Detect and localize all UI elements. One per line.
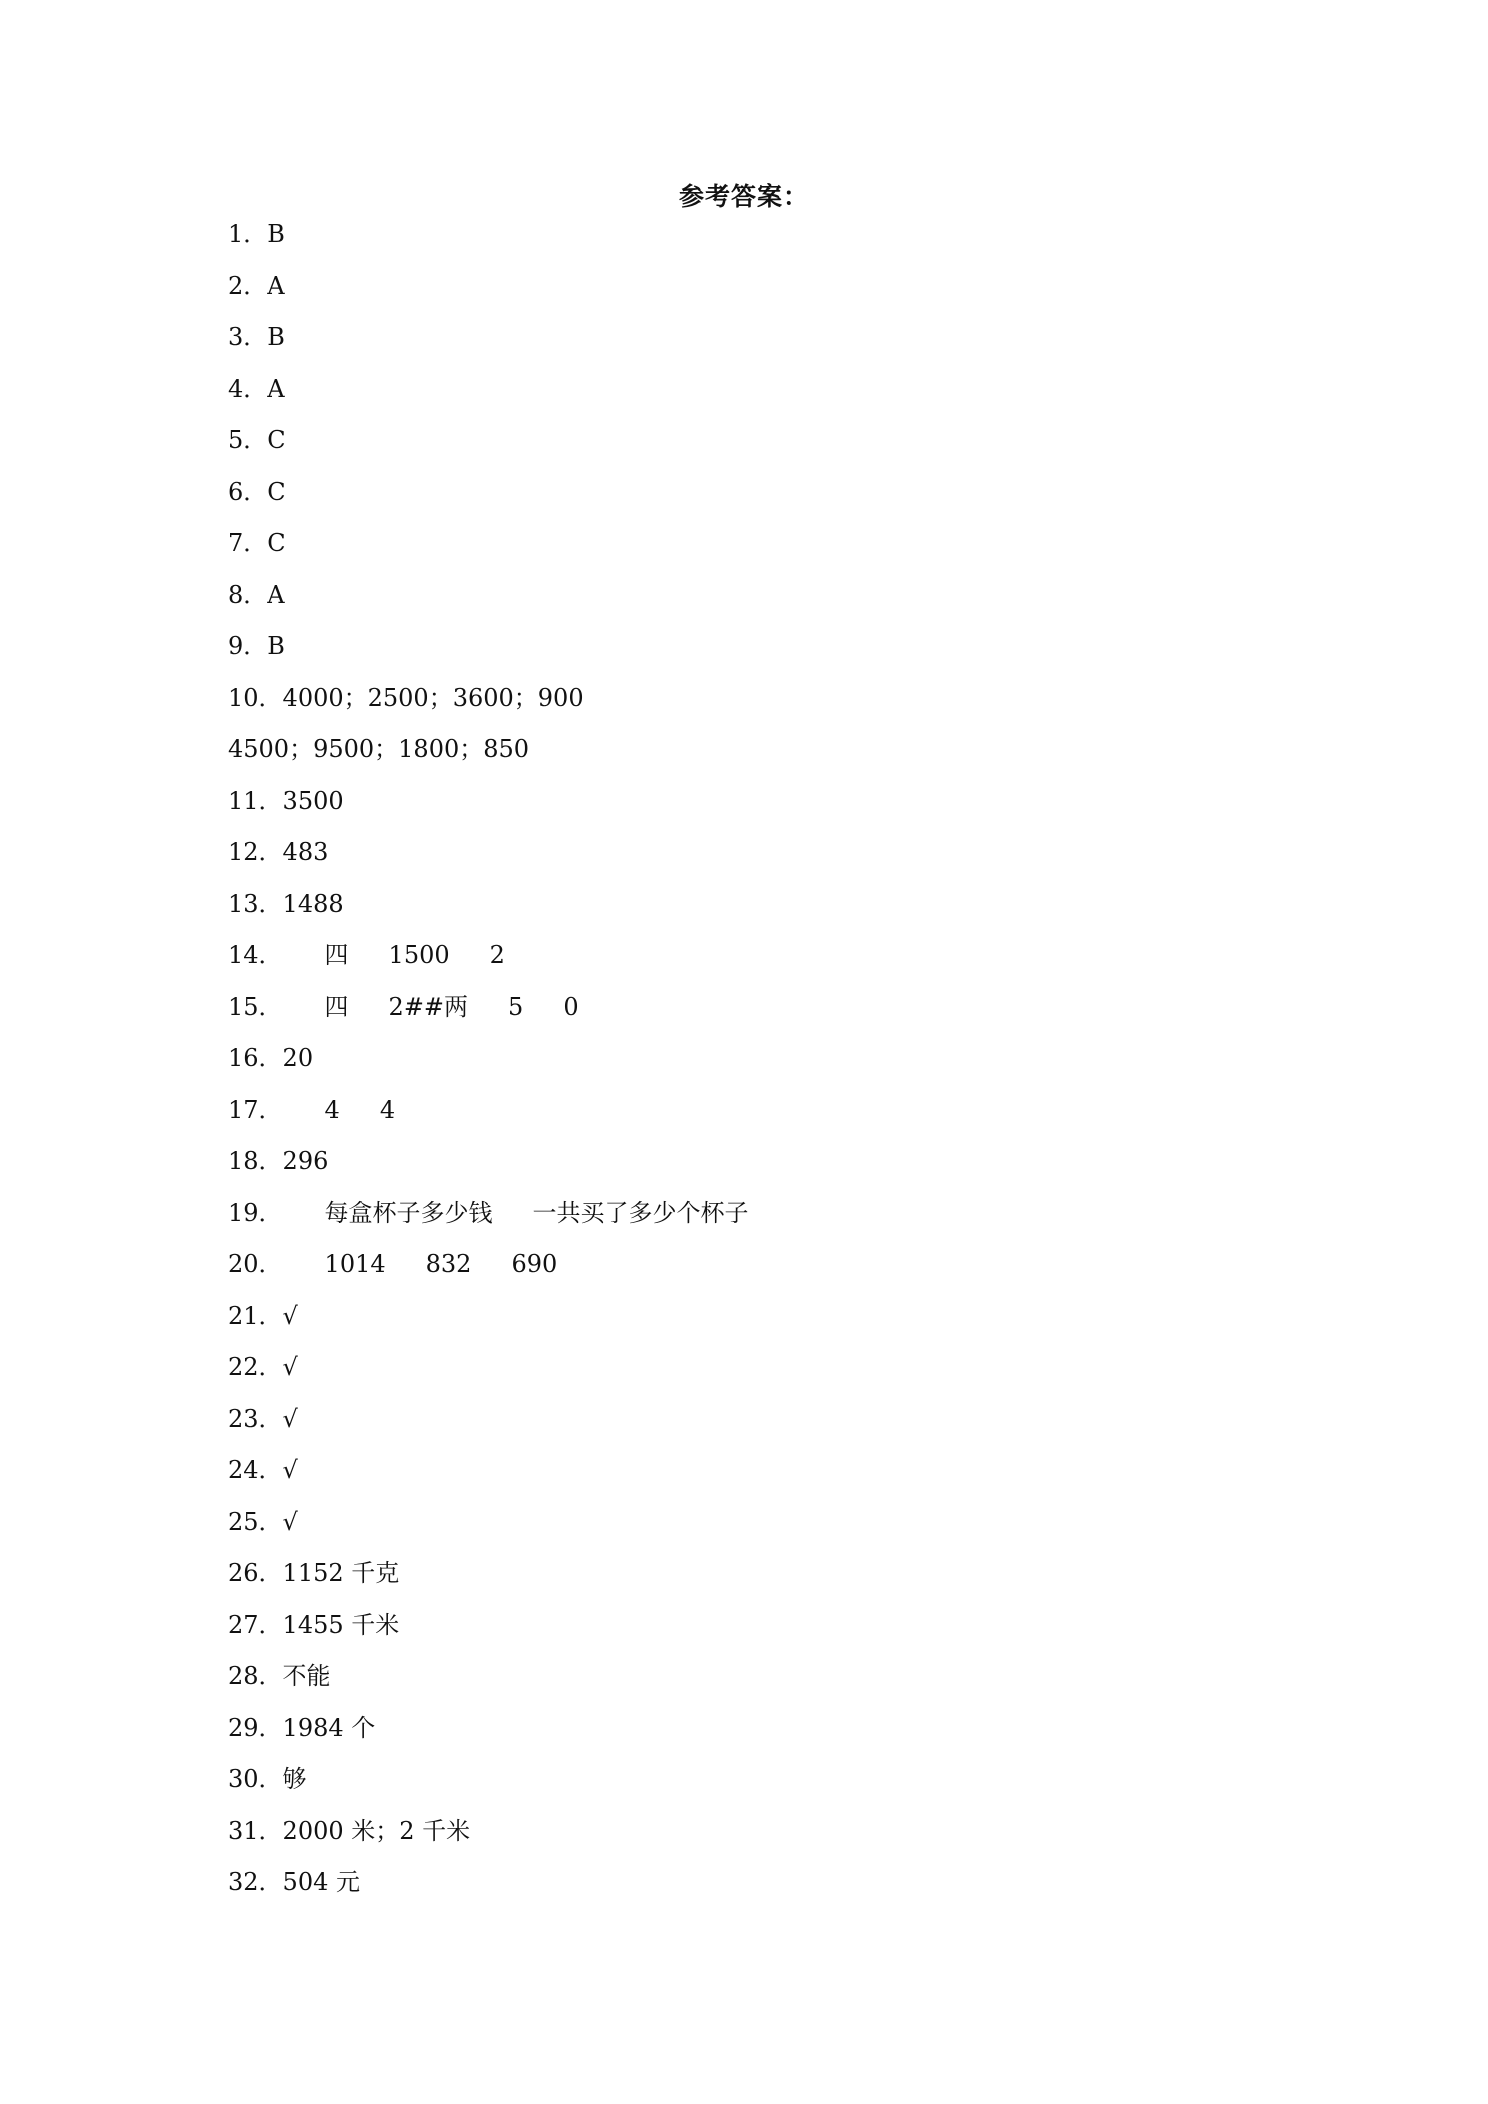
answer-item xyxy=(228,679,749,731)
answer-item xyxy=(228,473,749,525)
answer-number: 11． xyxy=(228,786,283,815)
answer-text: A xyxy=(267,580,285,609)
answer-item xyxy=(228,1606,749,1658)
answer-item xyxy=(228,1297,749,1349)
answer-number: 30． xyxy=(228,1765,283,1793)
answer-number: 14． xyxy=(228,941,283,969)
answer-item xyxy=(228,730,749,782)
answer-item xyxy=(228,1142,749,1194)
answer-blank-value: 每盒杯子多少钱 xyxy=(324,1198,493,1227)
answer-item xyxy=(228,885,749,937)
answer-item xyxy=(228,1194,749,1246)
answer-text: √ xyxy=(282,1507,298,1536)
answer-text: A xyxy=(267,374,285,403)
answer-number: 13． xyxy=(228,889,283,918)
answer-number: 12． xyxy=(228,838,283,866)
answer-number: 18． xyxy=(228,1147,283,1175)
answer-number: 24． xyxy=(228,1456,283,1484)
answer-item xyxy=(228,318,749,370)
answer-item xyxy=(228,1039,749,1091)
answer-blank-value: 0 xyxy=(563,992,579,1021)
answer-item xyxy=(228,627,749,679)
answer-item xyxy=(228,576,749,628)
answer-item xyxy=(228,1245,749,1297)
answer-text: 4000；2500；3600；900 xyxy=(282,683,584,712)
answer-blank-value: 2##两 xyxy=(388,992,469,1021)
answer-number: 9． xyxy=(228,632,268,660)
answer-text: 504 元 xyxy=(282,1868,360,1896)
answer-blank-value: 一共买了多少个杯子 xyxy=(532,1198,749,1227)
answer-item xyxy=(228,782,749,834)
answer-text: 够 xyxy=(282,1765,307,1793)
answer-text: √ xyxy=(282,1301,298,1330)
answer-blank-value: 1014 xyxy=(324,1250,386,1278)
answer-number: 32． xyxy=(228,1868,283,1896)
answer-number: 23． xyxy=(228,1404,283,1433)
answer-item xyxy=(228,1709,749,1761)
answer-number: 19． xyxy=(228,1198,283,1227)
answer-number: 6． xyxy=(228,477,268,506)
answer-item xyxy=(228,421,749,473)
answer-item xyxy=(228,267,749,319)
answer-text: C xyxy=(267,477,286,506)
answer-number: 7． xyxy=(228,529,268,557)
answer-text: 296 xyxy=(282,1147,329,1175)
answer-text: 483 xyxy=(282,838,329,866)
answer-blank-value: 690 xyxy=(511,1250,558,1278)
answer-item xyxy=(228,1503,749,1555)
answer-item xyxy=(228,1657,749,1709)
answer-text: 20 xyxy=(282,1044,314,1072)
answer-item xyxy=(228,1400,749,1452)
answer-blank-value: 2 xyxy=(489,941,505,969)
answer-number: 28． xyxy=(228,1662,283,1690)
answer-number: 5． xyxy=(228,426,268,454)
answer-number: 2． xyxy=(228,271,268,300)
answer-number: 22． xyxy=(228,1353,283,1381)
answer-number: 3． xyxy=(228,323,268,351)
answer-text: A xyxy=(267,271,285,300)
answer-text: 1984 个 xyxy=(282,1713,376,1742)
answer-item xyxy=(228,1863,749,1915)
answer-item xyxy=(228,988,749,1040)
page-title: 参考答案： xyxy=(678,182,809,211)
answer-blank-value: 4 xyxy=(324,1095,340,1124)
answer-text: 3500 xyxy=(282,786,344,815)
answer-number: 27． xyxy=(228,1610,283,1639)
answer-item xyxy=(228,370,749,422)
answer-item xyxy=(228,1760,749,1812)
answer-text: √ xyxy=(282,1404,298,1433)
answer-number: 29． xyxy=(228,1713,283,1742)
answer-number: 15． xyxy=(228,992,283,1021)
answer-blank-value: 四 xyxy=(324,941,349,969)
answer-item xyxy=(228,524,749,576)
answer-number: 1． xyxy=(228,220,268,248)
answer-text: 不能 xyxy=(282,1662,331,1690)
answer-text: √ xyxy=(282,1353,298,1381)
answer-blank-value: 5 xyxy=(508,992,524,1021)
answer-text: C xyxy=(267,529,286,557)
answer-text: C xyxy=(267,426,286,454)
answer-text: 1488 xyxy=(282,889,344,918)
answer-item xyxy=(228,215,749,267)
answer-number: 26． xyxy=(228,1559,283,1587)
answer-item xyxy=(228,936,749,988)
answer-number: 4． xyxy=(228,374,268,403)
answer-number: 21． xyxy=(228,1301,283,1330)
answer-text: √ xyxy=(282,1456,298,1484)
answer-text: 1152 千克 xyxy=(282,1559,400,1587)
answer-number: 17． xyxy=(228,1095,283,1124)
answer-blank-value: 832 xyxy=(425,1250,472,1278)
answer-number: 25． xyxy=(228,1507,283,1536)
answer-item xyxy=(228,1812,749,1864)
answer-number: 8． xyxy=(228,580,268,609)
answer-text: 2000 米；2 千米 xyxy=(282,1816,471,1845)
answer-number: 20． xyxy=(228,1250,283,1278)
answer-item xyxy=(228,833,749,885)
answer-text: 1455 千米 xyxy=(282,1610,400,1639)
answer-text: B xyxy=(267,323,285,351)
answer-item xyxy=(228,1554,749,1606)
answer-number: 10． xyxy=(228,683,283,712)
answer-blank-value: 4 xyxy=(379,1095,396,1124)
answer-item xyxy=(228,1348,749,1400)
answer-text: B xyxy=(267,220,285,248)
answer-item xyxy=(228,1451,749,1503)
answer-list xyxy=(228,215,749,1915)
answer-number: 31． xyxy=(228,1816,283,1845)
answer-blank-value: 1500 xyxy=(388,941,450,969)
answer-blank-value: 四 xyxy=(324,992,349,1021)
answer-number: 16． xyxy=(228,1044,283,1072)
answer-text: B xyxy=(267,632,285,660)
answer-text: 4500；9500；1800；850 xyxy=(228,735,530,763)
answer-item xyxy=(228,1091,749,1143)
